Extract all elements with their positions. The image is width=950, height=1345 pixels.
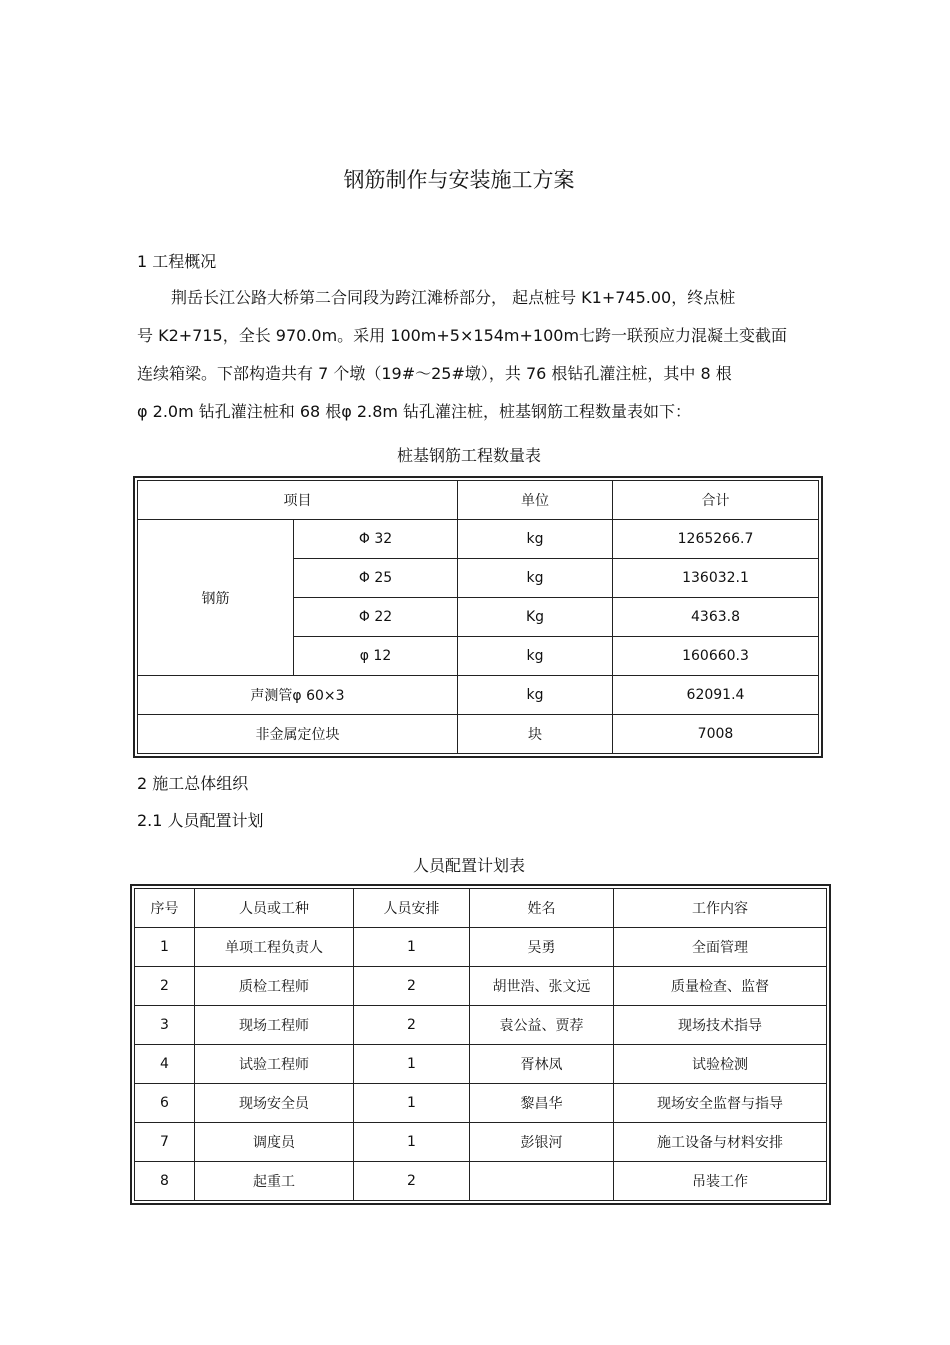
total-cell: 4363.8: [613, 598, 819, 637]
header-role: 人员或工种: [195, 889, 354, 928]
duty-cell: 试验检测: [614, 1045, 827, 1084]
header-no: 序号: [135, 889, 195, 928]
no-cell: 1: [135, 928, 195, 967]
unit-cell: 块: [458, 715, 613, 754]
table-row: [135, 967, 827, 1006]
paragraph-line: 号 K2+715，全长 970.0m。采用 100m+5×154m+100m七跨一联预应力混凝土变截面: [137, 326, 788, 345]
table-row: [135, 1123, 827, 1162]
duty-cell: 施工设备与材料安排: [614, 1123, 827, 1162]
header-duty: 工作内容: [614, 889, 827, 928]
no-cell: 2: [135, 967, 195, 1006]
spec-cell: Φ 22: [294, 598, 458, 637]
name-cell: 彭银河: [470, 1123, 614, 1162]
header-total: 合计: [613, 481, 819, 520]
header-unit: 单位: [458, 481, 613, 520]
count-cell: 2: [354, 967, 470, 1006]
header-name: 姓名: [470, 889, 614, 928]
paragraph-line: 连续箱梁。下部构造共有 7 个墩（19#～25#墩），共 76 根钻孔灌注桩，其中 8 根: [137, 364, 732, 383]
item-cell: 非金属定位块: [138, 715, 458, 754]
table-row: [135, 1006, 827, 1045]
paragraph-line-text: 荆岳长江公路大桥第二合同段为跨江滩桥部分， 起点桩号 K1+745.00，终点桩: [171, 288, 736, 307]
count-cell: 1: [354, 928, 470, 967]
header-item: 项目: [138, 481, 458, 520]
section-2-heading: 2 施工总体组织: [137, 774, 249, 793]
duty-cell: 现场技术指导: [614, 1006, 827, 1045]
table2-caption: 人员配置计划表: [412, 856, 525, 875]
role-cell: 现场安全员: [195, 1084, 354, 1123]
total-cell: 136032.1: [613, 559, 819, 598]
section-1-heading: 1 工程概况: [137, 252, 217, 271]
total-cell: 160660.3: [613, 637, 819, 676]
duty-cell: 质量检查、监督: [614, 967, 827, 1006]
count-cell: 1: [354, 1045, 470, 1084]
no-cell: 8: [135, 1162, 195, 1201]
unit-cell: kg: [458, 559, 613, 598]
role-cell: 起重工: [195, 1162, 354, 1201]
count-cell: 2: [354, 1162, 470, 1201]
spec-cell: Φ 25: [294, 559, 458, 598]
paragraph-line: [137, 279, 822, 317]
document-title: 钢筋制作与安装施工方案: [343, 168, 575, 192]
unit-cell: Kg: [458, 598, 613, 637]
count-cell: 2: [354, 1006, 470, 1045]
header-count: 人员安排: [354, 889, 470, 928]
unit-cell: kg: [458, 520, 613, 559]
table1-caption: 桩基钢筋工程数量表: [396, 446, 541, 465]
role-cell: 试验工程师: [195, 1045, 354, 1084]
total-cell: 1265266.7: [613, 520, 819, 559]
duty-cell: 现场安全监督与指导: [614, 1084, 827, 1123]
table-row: [138, 520, 819, 559]
total-cell: 7008: [613, 715, 819, 754]
name-cell: 胥林凤: [470, 1045, 614, 1084]
name-cell: 黎昌华: [470, 1084, 614, 1123]
unit-cell: kg: [458, 676, 613, 715]
duty-cell: 吊装工作: [614, 1162, 827, 1201]
table-row: [138, 676, 819, 715]
role-cell: 调度员: [195, 1123, 354, 1162]
count-cell: 1: [354, 1084, 470, 1123]
role-cell: 现场工程师: [195, 1006, 354, 1045]
no-cell: 3: [135, 1006, 195, 1045]
table-row: [135, 1045, 827, 1084]
no-cell: 7: [135, 1123, 195, 1162]
rebar-quantity-table: [137, 480, 819, 754]
count-cell: 1: [354, 1123, 470, 1162]
name-cell: 吴勇: [470, 928, 614, 967]
no-cell: 4: [135, 1045, 195, 1084]
overview-paragraph: [137, 279, 822, 431]
total-cell: 62091.4: [613, 676, 819, 715]
table-row: [135, 1162, 827, 1201]
unit-cell: kg: [458, 637, 613, 676]
table-row: [135, 928, 827, 967]
name-cell: [470, 1162, 614, 1201]
spec-cell: Φ 32: [294, 520, 458, 559]
table-header-row: [135, 889, 827, 928]
section-2-1-heading: 2.1 人员配置计划: [137, 811, 264, 830]
staffing-plan-table: [134, 888, 827, 1201]
table-header-row: [138, 481, 819, 520]
name-cell: 胡世浩、张文远: [470, 967, 614, 1006]
paragraph-line: φ 2.0m 钻孔灌注桩和 68 根φ 2.8m 钻孔灌注桩，桩基钢筋工程数量表如下：: [137, 402, 692, 421]
role-cell: 单项工程负责人: [195, 928, 354, 967]
rebar-group-label: 钢筋: [138, 520, 294, 676]
table-row: [138, 715, 819, 754]
spec-cell: φ 12: [294, 637, 458, 676]
name-cell: 袁公益、贾荐: [470, 1006, 614, 1045]
no-cell: 6: [135, 1084, 195, 1123]
table-row: [135, 1084, 827, 1123]
item-cell: 声测管φ 60×3: [138, 676, 458, 715]
duty-cell: 全面管理: [614, 928, 827, 967]
role-cell: 质检工程师: [195, 967, 354, 1006]
